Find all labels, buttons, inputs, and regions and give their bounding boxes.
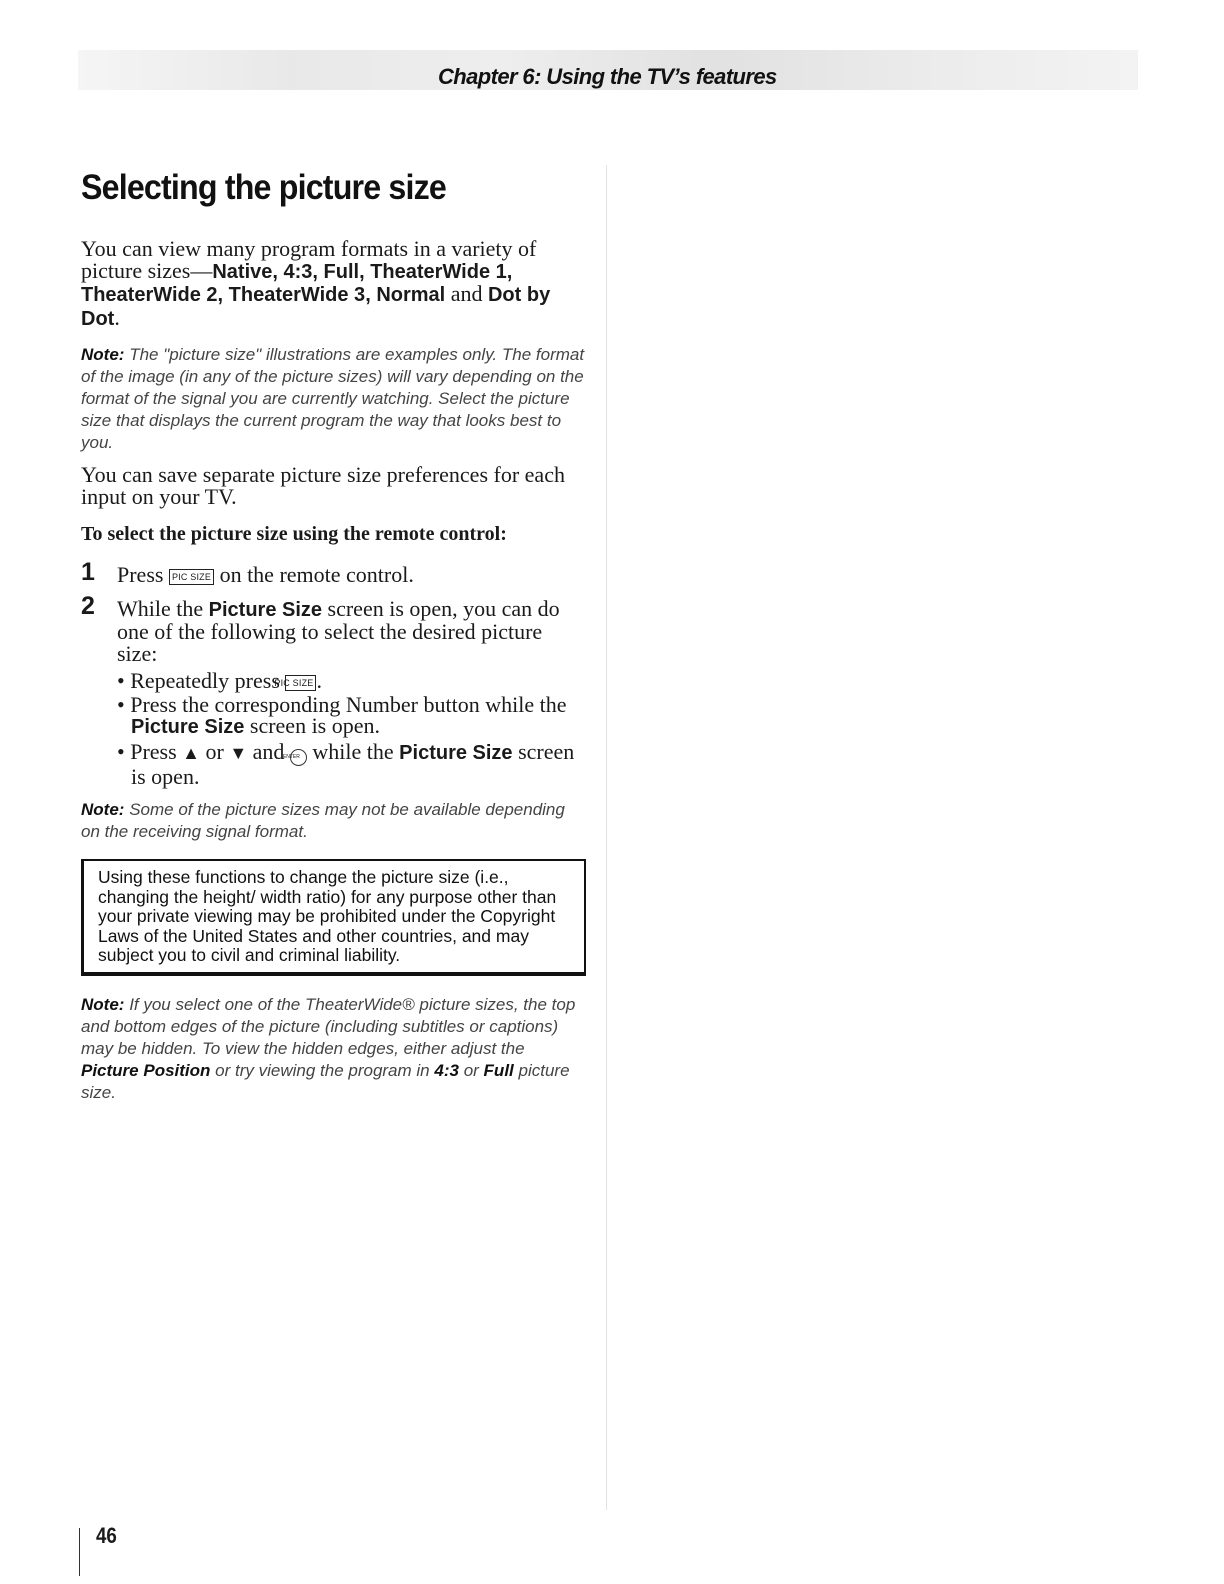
step-text: screen is open, you can do one of the following to select the desired picture size: — [117, 595, 560, 666]
note-text: The "picture size" illustrations are examples only. The format of the image (in any of the picture sizes) will vary depending on the format of the signal you are currently watching. Select the picture size that displays the current program the way that looks best to you. — [81, 345, 585, 452]
size-theaterwide-1: TheaterWide 1 — [370, 260, 507, 283]
chapter-title: Chapter 6: Using the TV’s features — [438, 64, 777, 89]
step-2 — [81, 591, 586, 789]
picture-size-label: Picture Size — [399, 741, 513, 764]
size-full: Full — [323, 260, 360, 283]
note-availability — [81, 799, 586, 843]
picture-position-label: Picture Position — [81, 1060, 211, 1080]
pic-size-button-icon: PIC SIZE — [169, 569, 214, 585]
step-text: Press — [117, 562, 164, 587]
column-divider — [606, 165, 607, 1510]
intro-and: and — [450, 281, 483, 306]
down-arrow-icon: ▼ — [229, 742, 248, 763]
intro-text: You can view many program formats in a variety of picture sizes— — [81, 236, 537, 283]
size-dot-by-dot: Dot by Dot — [81, 284, 551, 330]
step-1 — [81, 558, 586, 587]
list-item: • Repeatedly press PIC SIZE . — [117, 668, 322, 693]
up-arrow-icon: ▲ — [182, 742, 200, 763]
note-illustrations — [81, 344, 586, 454]
step-text: While the — [117, 595, 204, 621]
step-text: on the remote control. — [219, 562, 414, 587]
size-normal: Normal — [376, 284, 446, 306]
note-label: Note: — [81, 800, 125, 819]
page-number: 46 — [96, 1523, 117, 1548]
intro-paragraph: You can view many program formats in a variety of picture sizes—Native, 4:3, Full, TheaterWide 1, TheaterWide 2, TheaterWide 3, Normal and Dot by Dot. — [81, 236, 551, 330]
list-item: • Press the corresponding Number button while the Picture Size screen is open. — [117, 691, 567, 738]
size-4-3: 4:3 — [283, 260, 313, 283]
note-theaterwide: Note: If you select one of the TheaterWide® picture sizes, the top and bottom edges of the picture (including subtitles or captions) may be hidden. To view the hidden edges, either adjust the Picture Position or try viewing the program in 4:3 or Full picture size. — [81, 994, 576, 1102]
note-text: Some of the picture sizes may not be available depending on the receiving signal format. — [81, 800, 565, 841]
step-number: 2 — [81, 591, 95, 620]
main-content — [81, 168, 586, 1114]
list-item: • Press ▲ or ▼ and ENTER while the Picture Size screen is open. — [117, 738, 575, 789]
page-number-rule — [79, 1528, 80, 1576]
size-theaterwide-2: TheaterWide 2 — [81, 284, 218, 306]
procedure-heading: To select the picture size using the remote control: — [81, 523, 507, 545]
note-label: Note: — [81, 994, 125, 1014]
picture-size-label: Picture Size — [131, 716, 245, 738]
save-preferences-text: You can save separate picture size preferences for each input on your TV. — [81, 462, 565, 509]
step-2-options — [117, 670, 586, 787]
copyright-warning-box: Using these functions to change the picture size (i.e., changing the height/ width ratio) for any purpose other than your private viewing may be prohibited under the Copyright Laws of the United States and other countries, and may subject you to civil and criminal liability. — [81, 859, 586, 976]
page-title: Selecting the picture size — [81, 168, 446, 207]
note-label: Note: — [81, 345, 125, 364]
size-native: Native — [212, 260, 273, 283]
enter-button-icon: ENTER — [290, 749, 307, 766]
pic-size-button-icon: PIC SIZE — [285, 675, 316, 691]
step-number: 1 — [81, 558, 95, 586]
picture-size-label: Picture Size — [208, 598, 323, 621]
size-theaterwide-3: TheaterWide 3 — [228, 284, 366, 306]
